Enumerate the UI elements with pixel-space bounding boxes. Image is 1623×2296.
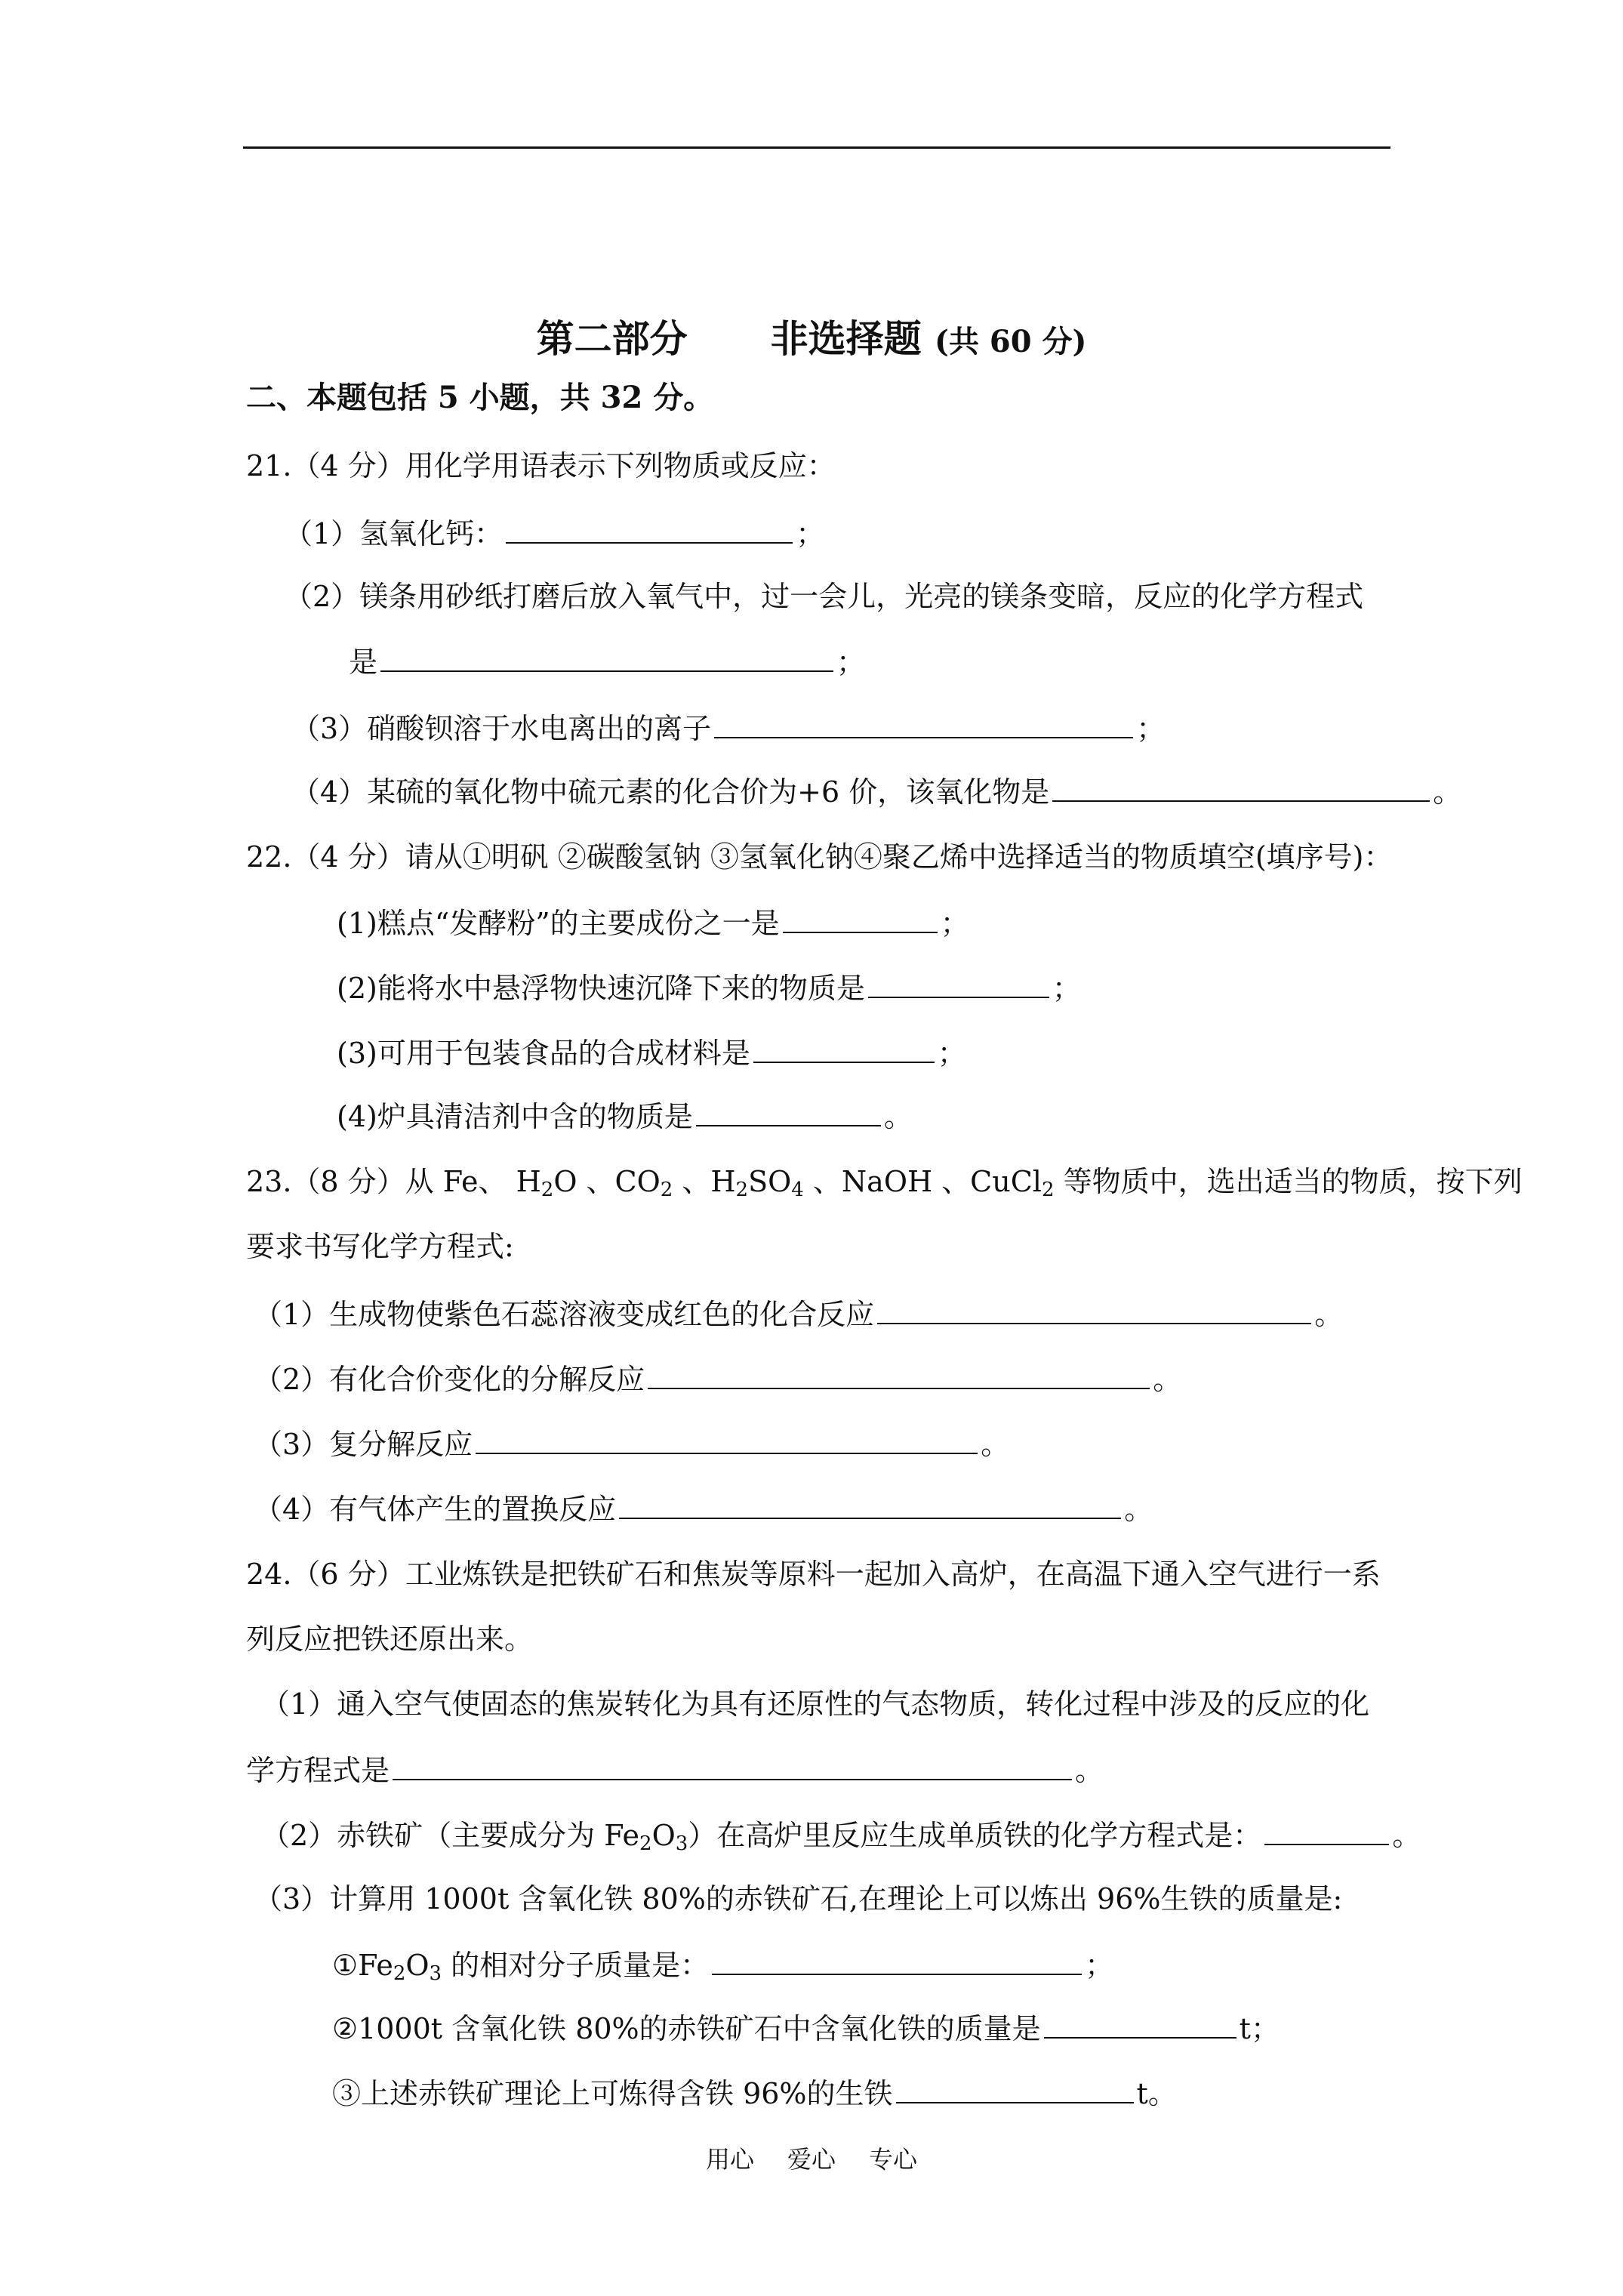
- q23-co2-sub: 2: [660, 1179, 673, 1201]
- q21-item-3: [291, 708, 1165, 747]
- q24-calc-2-end: t；: [1239, 2012, 1280, 2045]
- q24-calc-3-end: t。: [1136, 2077, 1177, 2110]
- q23-item-3-text: （3）复分解反应: [254, 1428, 473, 1461]
- q21-stem: 21.（4 分）用化学用语表示下列物质或反应：: [246, 449, 836, 482]
- q23-item-1: [254, 1294, 1343, 1333]
- q22-item-4-end: 。: [883, 1100, 913, 1133]
- q22-stem: 22.（4 分）请从①明矾 ②碳酸氢钠 ③氢氧化钠④聚乙烯中选择适当的物质填空(填序号)：: [246, 840, 1393, 874]
- q24-item-1-cont: [246, 1750, 1104, 1789]
- q24-item-2-text-b: ）在高炉里反应生成单质铁的化学方程式是：: [688, 1819, 1262, 1852]
- q24-calc-2-text: ②1000t 含氧化铁 80%的赤铁矿石中含氧化铁的质量是: [332, 2012, 1041, 2045]
- q24-stem: 24.（6 分）工业炼铁是把铁矿石和焦炭等原料一起加入高炉，在高温下通入空气进行一系: [246, 1558, 1381, 1591]
- title-score: (共 60 分): [935, 324, 1087, 359]
- q22-item-1: [337, 903, 969, 942]
- q24-calc-3-text: ③上述赤铁矿理论上可炼得含铁 96%的生铁: [332, 2077, 893, 2110]
- q21-item-2: （2）镁条用砂纸打磨后放入氧气中，过一会儿，光亮的镁条变暗，反应的化学方程式: [284, 580, 1364, 613]
- q22-item-3: [337, 1033, 966, 1072]
- q21-item-1: [284, 513, 824, 553]
- title-name: 非选择题: [770, 316, 922, 361]
- q23-blank-3[interactable]: [476, 1424, 978, 1454]
- q23-item-1-end: 。: [1314, 1298, 1344, 1331]
- q23-h2so4-sub2: 4: [791, 1179, 804, 1201]
- q23-item-4-text: （4）有气体产生的置换反应: [254, 1493, 617, 1526]
- q23-cucl2-sub: 2: [1041, 1179, 1055, 1201]
- q24-blank-2[interactable]: [1264, 1815, 1389, 1845]
- q23-h2o-rest: O 、CO: [553, 1165, 661, 1198]
- q21-blank-1[interactable]: [506, 513, 793, 544]
- q24-item-3: （3）计算用 1000t 含氧化铁 80%的赤铁矿石,在理论上可以炼出 96%生铁的质量是:: [254, 1882, 1343, 1915]
- q22-item-2: [337, 968, 1081, 1007]
- q24-calc-1-sub1: 2: [393, 1962, 406, 1985]
- q24-calc-1-end: ；: [1085, 1949, 1114, 1982]
- q24-fe2o3-sub2: 3: [675, 1832, 688, 1855]
- q22-blank-3[interactable]: [753, 1033, 935, 1063]
- q24-calc-1-b: 的相对分子质量是：: [442, 1949, 710, 1982]
- q24-item-1: （1）通入空气使固态的焦炭转化为具有还原性的气态物质，转化过程中涉及的反应的化: [261, 1687, 1370, 1721]
- q22-item-1-text: (1)糕点“发酵粉”的主要成份之一是: [337, 907, 780, 940]
- q23-item-2-text: （2）有化合价变化的分解反应: [254, 1363, 645, 1396]
- q21-blank-4[interactable]: [1052, 772, 1430, 802]
- q22-item-3-text: (3)可用于包装食品的合成材料是: [337, 1037, 750, 1070]
- q22-blank-2[interactable]: [868, 968, 1049, 998]
- q24-blank-calc-2[interactable]: [1044, 2008, 1236, 2039]
- q23-blank-1[interactable]: [877, 1294, 1311, 1324]
- q22-item-3-end: ；: [937, 1037, 966, 1070]
- q21-item-4-text: （4）某硫的氧化物中硫元素的化合价为+6 价，该氧化物是: [291, 775, 1050, 809]
- q21-blank-3[interactable]: [714, 708, 1133, 738]
- q22-blank-4[interactable]: [696, 1096, 881, 1126]
- q22-item-2-text: (2)能将水中悬浮物快速沉降下来的物质是: [337, 972, 865, 1005]
- q24-stem-cont: 列反应把铁还原出来。: [246, 1623, 534, 1656]
- q24-item-1-end: 。: [1075, 1754, 1104, 1787]
- q21-blank-2[interactable]: [380, 642, 833, 672]
- q21-item-1-text: （1）氢氧化钙：: [284, 517, 504, 550]
- q24-item-2: [261, 1815, 1421, 1854]
- q23-item-2: [254, 1359, 1181, 1398]
- q24-item-2-end: 。: [1392, 1819, 1421, 1852]
- q23-h2o-sub: 2: [540, 1179, 554, 1201]
- q23-rest: 、NaOH 、CuCl: [803, 1165, 1042, 1198]
- header-rule: [243, 146, 1390, 149]
- q21-item-2-end: ；: [836, 646, 866, 679]
- q23-item-3: [254, 1424, 1009, 1463]
- q24-fe2o3-o: O: [651, 1819, 676, 1852]
- q23-item-4-end: 。: [1124, 1493, 1153, 1526]
- q22-blank-1[interactable]: [783, 903, 938, 933]
- q23-item-2-end: 。: [1153, 1363, 1182, 1396]
- title-part: 第二部分: [536, 316, 688, 361]
- q22-item-4-text: (4)炉具清洁剂中含的物质是: [337, 1100, 693, 1133]
- q21-item-2-cont: [349, 642, 865, 681]
- q24-item-1b-text: 学方程式是: [246, 1754, 390, 1787]
- q23-h2so4-sub1: 2: [735, 1179, 749, 1201]
- q23-blank-2[interactable]: [648, 1359, 1150, 1389]
- q24-calc-1-sub2: 3: [429, 1962, 442, 1985]
- q22-item-4: [337, 1096, 913, 1136]
- q23-stem-b: 等物质中，选出适当的物质，按下列: [1054, 1165, 1523, 1198]
- page-footer: [0, 2144, 1623, 2174]
- q24-calc-2: [332, 2008, 1280, 2048]
- q23-item-3-end: 。: [981, 1428, 1010, 1461]
- q23-stem-cont: 要求书写化学方程式:: [246, 1230, 514, 1263]
- q24-calc-3: [332, 2073, 1177, 2113]
- q21-item-4: [291, 772, 1461, 811]
- q23-blank-4[interactable]: [619, 1489, 1121, 1519]
- q23-stem: [246, 1163, 1523, 1200]
- q23-stem-a: 23.（8 分）从 Fe、 H: [246, 1165, 541, 1198]
- q24-blank-calc-3[interactable]: [896, 2073, 1134, 2103]
- q21-item-3-end: ；: [1136, 712, 1166, 745]
- section-heading: 二、本题包括 5 小题，共 32 分。: [246, 380, 714, 415]
- q24-calc-1-o: O: [405, 1949, 430, 1982]
- q24-calc-1: [332, 1945, 1113, 1984]
- footer-word-1: 用心: [705, 2145, 754, 2174]
- q24-calc-1-a: ①Fe: [332, 1949, 393, 1982]
- q22-item-2-end: ；: [1052, 972, 1081, 1005]
- q21-item-2b-text: 是: [349, 646, 378, 679]
- q24-blank-1[interactable]: [393, 1750, 1072, 1780]
- q21-item-3-text: （3）硝酸钡溶于水电离出的离子: [291, 712, 712, 745]
- q22-item-1-end: ；: [940, 907, 969, 940]
- footer-word-2: 爱心: [787, 2145, 836, 2174]
- q23-co2-rest: 、H: [673, 1165, 736, 1198]
- q21-item-4-end: 。: [1433, 775, 1462, 809]
- page-title: [0, 313, 1623, 368]
- q24-item-2-text-a: （2）赤铁矿（主要成分为 Fe: [261, 1819, 640, 1852]
- footer-word-3: 专心: [869, 2145, 918, 2174]
- q23-h2so4-mid: SO: [748, 1165, 792, 1198]
- q23-item-1-text: （1）生成物使紫色石蕊溶液变成红色的化合反应: [254, 1298, 875, 1331]
- q23-item-4: [254, 1489, 1153, 1528]
- q24-fe2o3-sub1: 2: [639, 1832, 652, 1855]
- q21-item-1-end: ；: [796, 517, 825, 550]
- q24-blank-calc-1[interactable]: [712, 1945, 1082, 1975]
